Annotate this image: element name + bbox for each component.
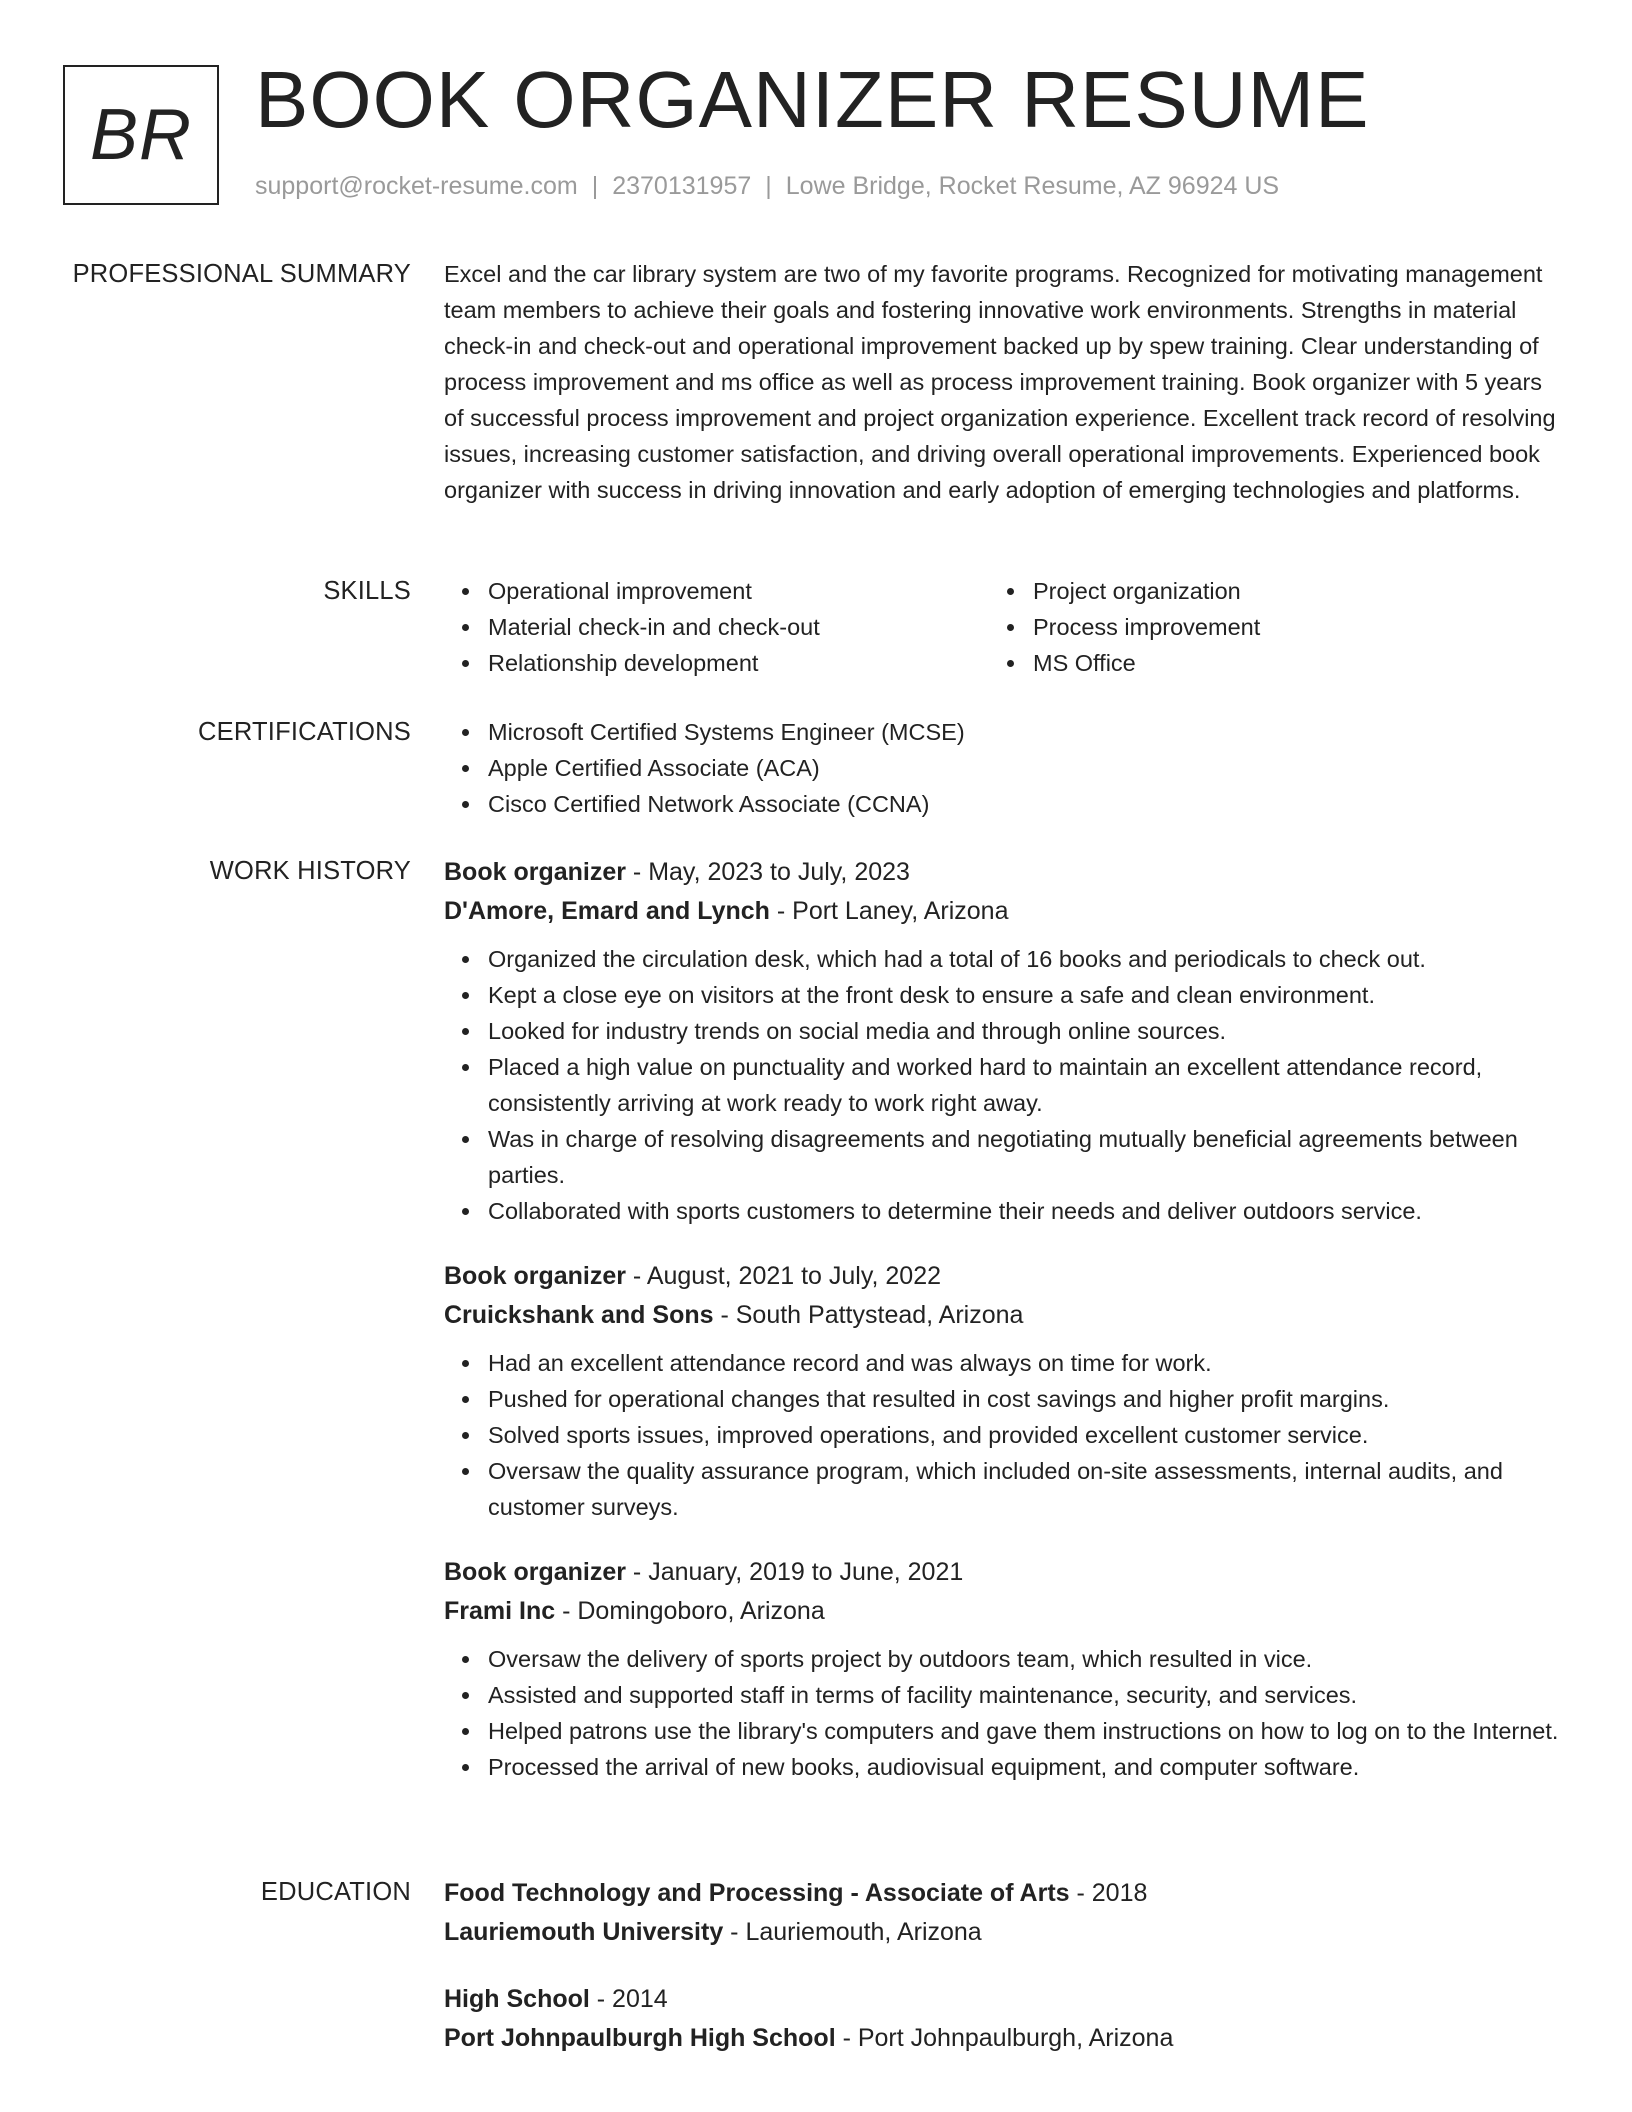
section-label-skills: SKILLS bbox=[323, 577, 411, 605]
job-title: Book organizer bbox=[444, 1262, 626, 1290]
job-bullet: Kept a close eye on visitors at the front desk to ensure a safe and clean environment. bbox=[444, 977, 1559, 1013]
monogram-box bbox=[63, 65, 219, 205]
job-bullet: Oversaw the delivery of sports project by outdoors team, which resulted in vice. bbox=[444, 1641, 1559, 1677]
education-school-line bbox=[444, 1913, 1559, 1952]
education-location: - Lauriemouth, Arizona bbox=[723, 1918, 982, 1946]
job-bullet: Organized the circulation desk, which had a total of 16 books and periodicals to check out. bbox=[444, 941, 1559, 977]
education-body bbox=[444, 1874, 1559, 2086]
section-label-education: EDUCATION bbox=[260, 1878, 411, 1906]
job-entry bbox=[444, 1257, 1559, 1525]
contact-separator: | bbox=[591, 172, 599, 200]
skill-item: Process improvement bbox=[989, 609, 1534, 645]
job-company-line bbox=[444, 892, 1559, 931]
job-bullet: Placed a high value on punctuality and worked hard to maintain an excellent attendance record, consistently arriving at work ready to work right away. bbox=[444, 1049, 1559, 1121]
section-label-summary: PROFESSIONAL SUMMARY bbox=[72, 260, 411, 288]
certification-item: Apple Certified Associate (ACA) bbox=[444, 750, 1559, 786]
job-bullets bbox=[444, 941, 1559, 1229]
skill-item: Material check-in and check-out bbox=[444, 609, 989, 645]
job-bullet: Helped patrons use the library's computers and gave them instructions on how to log on to the Internet. bbox=[444, 1713, 1559, 1749]
skills-column-right bbox=[989, 573, 1534, 681]
education-entry bbox=[444, 1980, 1559, 2058]
job-title-line bbox=[444, 1257, 1559, 1296]
certification-item: Cisco Certified Network Associate (CCNA) bbox=[444, 786, 1559, 822]
contact-phone: 2370131957 bbox=[612, 172, 752, 200]
job-bullet: Solved sports issues, improved operations, and provided excellent customer service. bbox=[444, 1417, 1559, 1453]
education-entry bbox=[444, 1874, 1559, 1952]
education-year: - 2014 bbox=[589, 1985, 668, 2013]
job-bullet: Collaborated with sports customers to determine their needs and deliver outdoors service. bbox=[444, 1193, 1559, 1229]
contact-line bbox=[255, 172, 1279, 201]
job-entry bbox=[444, 1553, 1559, 1785]
job-location: - Domingoboro, Arizona bbox=[555, 1597, 825, 1625]
education-school: Port Johnpaulburgh High School bbox=[444, 2024, 836, 2052]
job-company: Frami Inc bbox=[444, 1597, 556, 1625]
contact-separator: | bbox=[765, 172, 772, 200]
job-title: Book organizer bbox=[444, 858, 626, 886]
job-bullet: Had an excellent attendance record and was always on time for work. bbox=[444, 1345, 1559, 1381]
education-degree-line bbox=[444, 1874, 1559, 1913]
education-year: - 2018 bbox=[1069, 1879, 1148, 1907]
skill-item: Project organization bbox=[989, 573, 1534, 609]
job-bullet: Was in charge of resolving disagreements and negotiating mutually beneficial agreements between parties. bbox=[444, 1121, 1559, 1193]
job-bullet: Processed the arrival of new books, audiovisual equipment, and computer software. bbox=[444, 1749, 1559, 1785]
education-degree: Food Technology and Processing - Associate of Arts bbox=[444, 1879, 1070, 1907]
summary-text: Excel and the car library system are two of my favorite programs. Recognized for motivating management team members to achieve their goals and fostering innovative work environments. Strengths in material check-in and check-out and operational improvement backed up by spew training. Clear understanding of process improvement and ms office as well as process improvement training. Book organizer with 5 years of successful process improvement and project organization experience. Excellent track record of resolving issues, increasing customer satisfaction, and driving overall operational improvements. Experienced book organizer with success in driving innovation and early adoption of emerging technologies and platforms. bbox=[444, 261, 1556, 503]
job-title: Book organizer bbox=[444, 1558, 626, 1586]
education-degree: High School bbox=[444, 1985, 590, 2013]
skills-column-left bbox=[444, 573, 989, 681]
skill-item: Relationship development bbox=[444, 645, 989, 681]
education-location: - Port Johnpaulburgh, Arizona bbox=[835, 2024, 1174, 2052]
summary-body bbox=[444, 256, 1559, 508]
education-degree-line bbox=[444, 1980, 1559, 2019]
contact-email: support@rocket-resume.com bbox=[255, 172, 578, 200]
section-label-certifications: CERTIFICATIONS bbox=[198, 718, 411, 746]
job-title-line bbox=[444, 853, 1559, 892]
job-location: - Port Laney, Arizona bbox=[769, 897, 1009, 925]
section-label-work-history: WORK HISTORY bbox=[209, 857, 411, 885]
job-location: - South Pattystead, Arizona bbox=[713, 1301, 1024, 1329]
job-company-line bbox=[444, 1592, 1559, 1631]
contact-address: Lowe Bridge, Rocket Resume, AZ 96924 US bbox=[785, 172, 1280, 200]
job-bullets bbox=[444, 1345, 1559, 1525]
job-bullet: Oversaw the quality assurance program, which included on-site assessments, internal audits, and customer surveys. bbox=[444, 1453, 1559, 1525]
skill-item: MS Office bbox=[989, 645, 1534, 681]
certification-item: Microsoft Certified Systems Engineer (MCSE) bbox=[444, 714, 1559, 750]
education-school: Lauriemouth University bbox=[444, 1918, 724, 1946]
job-entry bbox=[444, 853, 1559, 1229]
monogram-initials: BR bbox=[89, 95, 193, 175]
resume-title: BOOK ORGANIZER RESUME bbox=[255, 55, 1370, 144]
job-company-line bbox=[444, 1296, 1559, 1335]
job-dates: - May, 2023 to July, 2023 bbox=[625, 858, 910, 886]
work-history-body bbox=[444, 853, 1559, 1813]
job-company: D'Amore, Emard and Lynch bbox=[444, 897, 770, 925]
job-bullet: Assisted and supported staff in terms of facility maintenance, security, and services. bbox=[444, 1677, 1559, 1713]
skill-item: Operational improvement bbox=[444, 573, 989, 609]
education-school-line bbox=[444, 2019, 1559, 2058]
job-bullets bbox=[444, 1641, 1559, 1785]
job-title-line bbox=[444, 1553, 1559, 1592]
job-company: Cruickshank and Sons bbox=[444, 1301, 714, 1329]
job-dates: - January, 2019 to June, 2021 bbox=[625, 1558, 964, 1586]
certifications-list bbox=[444, 714, 1559, 822]
skills-list bbox=[444, 573, 1559, 681]
job-bullet: Looked for industry trends on social media and through online sources. bbox=[444, 1013, 1559, 1049]
job-dates: - August, 2021 to July, 2022 bbox=[625, 1262, 942, 1290]
certifications-body bbox=[444, 714, 1559, 822]
job-bullet: Pushed for operational changes that resulted in cost savings and higher profit margins. bbox=[444, 1381, 1559, 1417]
